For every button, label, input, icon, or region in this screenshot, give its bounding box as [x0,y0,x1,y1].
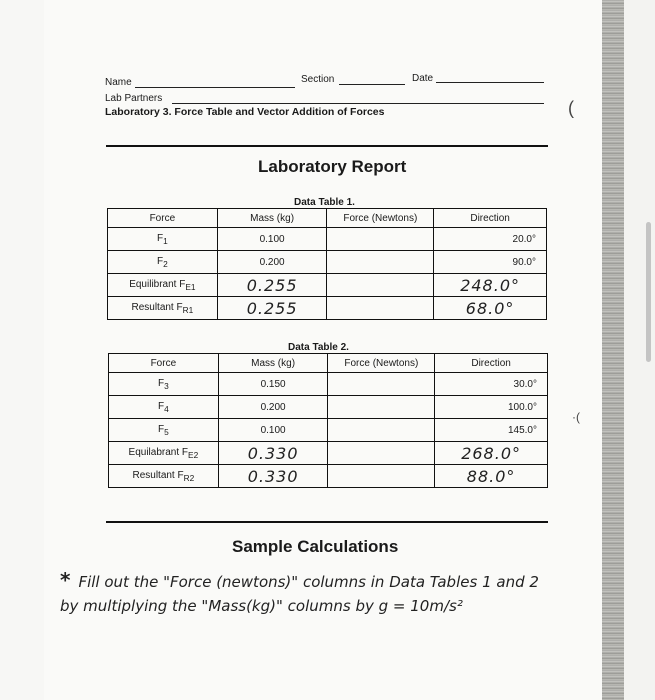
force-cell: $F_1$ [108,228,218,251]
margin-mark: ·( [572,410,580,424]
table-row [109,442,548,465]
direction-cell: 90.0° [434,251,547,274]
name-field[interactable] [135,87,295,88]
newtons-cell[interactable] [328,396,435,419]
data-table-2 [108,353,548,488]
column-header: Force (Newtons) [327,209,434,228]
direction-cell: 145.0° [435,419,548,442]
mass-cell: 0.200 [217,251,327,274]
handwritten-note [60,568,560,618]
force-cell: Equilabrant $F_{E2}$ [109,442,219,465]
page-title: Laboratory Report [258,157,407,176]
direction-cell-handwritten: 268.0° [435,442,548,465]
table-header-row [108,209,547,228]
divider [106,145,548,147]
lab-partners-label: Lab Partners [105,93,163,104]
table1-caption: Data Table 1. [294,197,355,208]
force-cell: $F_2$ [108,251,218,274]
asterisk-icon: * [60,568,71,592]
direction-cell-handwritten: 248.0° [434,274,547,297]
table-row [108,228,547,251]
force-cell: $F_4$ [109,396,219,419]
mass-cell-handwritten: 0.255 [217,297,327,320]
newtons-cell[interactable] [327,228,434,251]
newtons-cell[interactable] [327,297,434,320]
divider [106,521,548,523]
force-cell: Resultant $F_{R2}$ [109,465,219,488]
data-table-1 [107,208,547,320]
column-header: Direction [435,354,548,373]
table-row [108,297,547,320]
column-header: Force [109,354,219,373]
direction-cell: 100.0° [435,396,548,419]
newtons-cell[interactable] [328,419,435,442]
column-header: Mass (kg) [218,354,328,373]
force-cell: $F_3$ [109,373,219,396]
table-row [109,465,548,488]
force-cell: $F_5$ [109,419,219,442]
table-row [109,396,548,419]
column-header: Force (Newtons) [328,354,435,373]
table-row [108,274,547,297]
lab-title: Laboratory 3. Force Table and Vector Addition of Forces [105,106,385,118]
direction-cell: 30.0° [435,373,548,396]
mass-cell-handwritten: 0.255 [217,274,327,297]
mass-cell: 0.200 [218,396,328,419]
force-cell: Resultant $F_{R1}$ [108,297,218,320]
section-label: Section [301,74,335,85]
newtons-cell[interactable] [327,251,434,274]
mass-cell-handwritten: 0.330 [218,465,328,488]
date-field[interactable] [436,82,544,83]
sample-calculations-heading: Sample Calculations [232,537,399,556]
table-row [108,251,547,274]
newtons-cell[interactable] [328,442,435,465]
newtons-cell[interactable] [328,373,435,396]
mass-cell: 0.100 [218,419,328,442]
table2-caption: Data Table 2. [288,342,349,353]
scrollbar-thumb[interactable] [646,222,651,362]
force-cell: Equilibrant $F_{E1}$ [108,274,218,297]
column-header: Force [108,209,218,228]
name-label: Name [105,77,132,88]
direction-cell: 20.0° [434,228,547,251]
column-header: Direction [434,209,547,228]
margin-mark: ( [568,98,574,118]
table-row [109,419,548,442]
newtons-cell[interactable] [327,274,434,297]
mass-cell: 0.150 [218,373,328,396]
table-row [109,373,548,396]
note-text: Fill out the "Force (newtons)" columns in Data Tables 1 and 2 by multiplying the "Mass(kg)" columns by g = 10m/s² [60,573,539,615]
table-header-row [109,354,548,373]
mass-cell: 0.100 [217,228,327,251]
mass-cell-handwritten: 0.330 [218,442,328,465]
direction-cell-handwritten: 88.0° [435,465,548,488]
section-field[interactable] [339,84,405,85]
newtons-cell[interactable] [328,465,435,488]
lab-partners-field[interactable] [172,103,544,104]
direction-cell-handwritten: 68.0° [434,297,547,320]
date-label: Date [412,73,434,84]
column-header: Mass (kg) [217,209,327,228]
scan-edge [602,0,624,700]
